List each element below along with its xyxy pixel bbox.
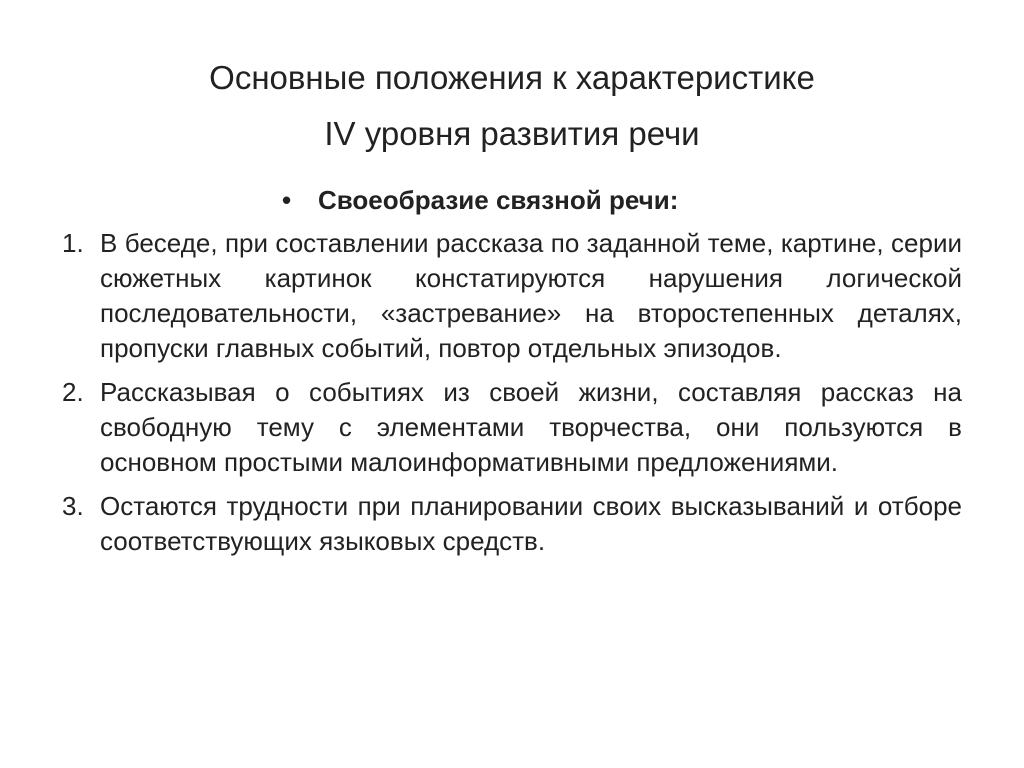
slide-title: [80, 50, 944, 162]
list-item-number: 1.: [62, 228, 84, 258]
list-item-number: 2.: [62, 377, 84, 407]
list-item: [62, 375, 962, 480]
list-item-number: 3.: [62, 491, 84, 521]
list-item-text: Рассказывая о событиях из своей жизни, составляя рассказ на свободную тему с элементами творчества, они пользуются в основном простыми малоинформативными предложениями.: [100, 377, 962, 477]
list-item-text: В беседе, при составлении рассказа по заданной теме, картине, серии сюжетных картинок констатируются нарушения логической последовательности, «застревание» на второстепенных деталях, пропуски главных событий, повтор отдельных эпизодов.: [100, 228, 962, 363]
section-heading: [282, 183, 678, 217]
list-item-text: Остаются трудности при планировании своих высказываний и отборе соответствующих языковых средств.: [100, 491, 962, 556]
numbered-list: [62, 226, 962, 568]
bullet-icon: •: [282, 185, 292, 215]
list-item: [62, 489, 962, 559]
slide-title-line-2: IV уровня развития речи: [324, 115, 700, 152]
section-heading-text: Своеобразие связной речи:: [318, 185, 679, 215]
list-item: [62, 226, 962, 366]
slide-title-line-1: Основные положения к характеристике: [209, 59, 815, 96]
